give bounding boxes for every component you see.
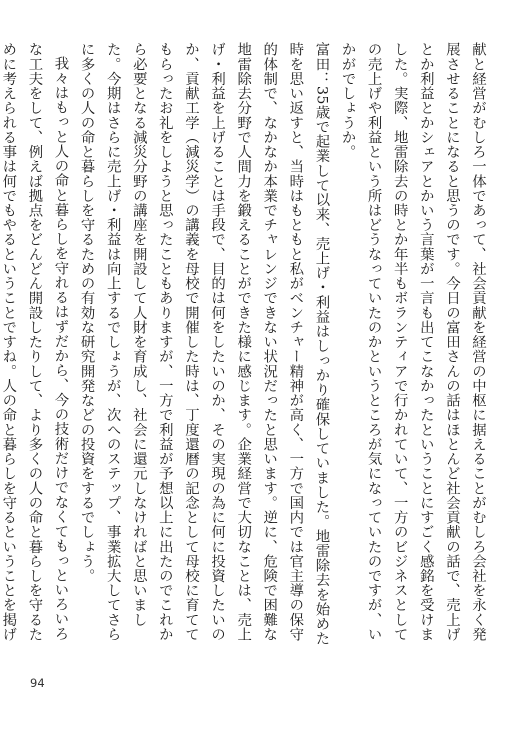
vertical-text-body: [0, 42, 491, 654]
paragraph-text: 献と経営がむしろ一体であって、社会貢献を経営の中枢に据えることがむしろ会社を永く発展させることになると思うのです。今日の富田さんの話はほとんど社会貢献の話で、売上げとか利益とかシェアとかいう言葉が一言も出てこなかったということにすごく感銘を受けました。実際、地雷除去の時とか年半もボランティアで行かれていて、一方のビジネスとしての売上げや利益という所はどうなっていたのかというところが気になっていたのですが、いかがでしょうか。: [339, 42, 486, 642]
page-number: 94: [30, 676, 45, 690]
paragraph-text: 35歳で起業して以来、売上げ・利益はしっかり確保していました。地雷除去を始めた時を思い返すと、当時はもともと私がベンチャー精神が高く、一方で国内では官主導の保守的体制で、なかなか本業でチャレンジできない状況だったと思います。逆に、危険で困難な地雷除去分野で人間力を鍛えることができた様に感じます。企業経営で大切なことは、売上げ・利益を上げることは手段で、目的は何をしたいのか、その実現の為に何に投資したいのか、貢献工学（減災学）の講義を母校で開催した時は、丁度還暦の記念として母校に育ててもらったお礼をしようと思ったこともありますが、一方で利益が予想以上に出たのでこれから必要となる減災分野の講座を開設して人財を育成し、社会に還元しなければと思いました。今期はさらに売上げ・利益は向上するでしょうが、次へのステップ、事業拡大してさらに多くの人の命と暮らしを守るための有効な研究開発などの投資をするでしょう。: [78, 42, 330, 646]
speaker-label: 富田：: [313, 42, 330, 86]
paragraph-final: [0, 42, 74, 654]
paragraph-text: 我々はもっと人の命と暮らしを守れるはずだから、今の技術だけでなくてもっといろいろな工夫をして、例えば拠点をどんどん開設したりして、より多くの人の命と暮らしを守るために考えられる事は何でもやるということですね。人の命と暮らしを守るということを掲げ: [0, 42, 69, 642]
paragraph-continuation: [334, 42, 491, 654]
paragraph-speaker-tomita: [74, 42, 335, 654]
